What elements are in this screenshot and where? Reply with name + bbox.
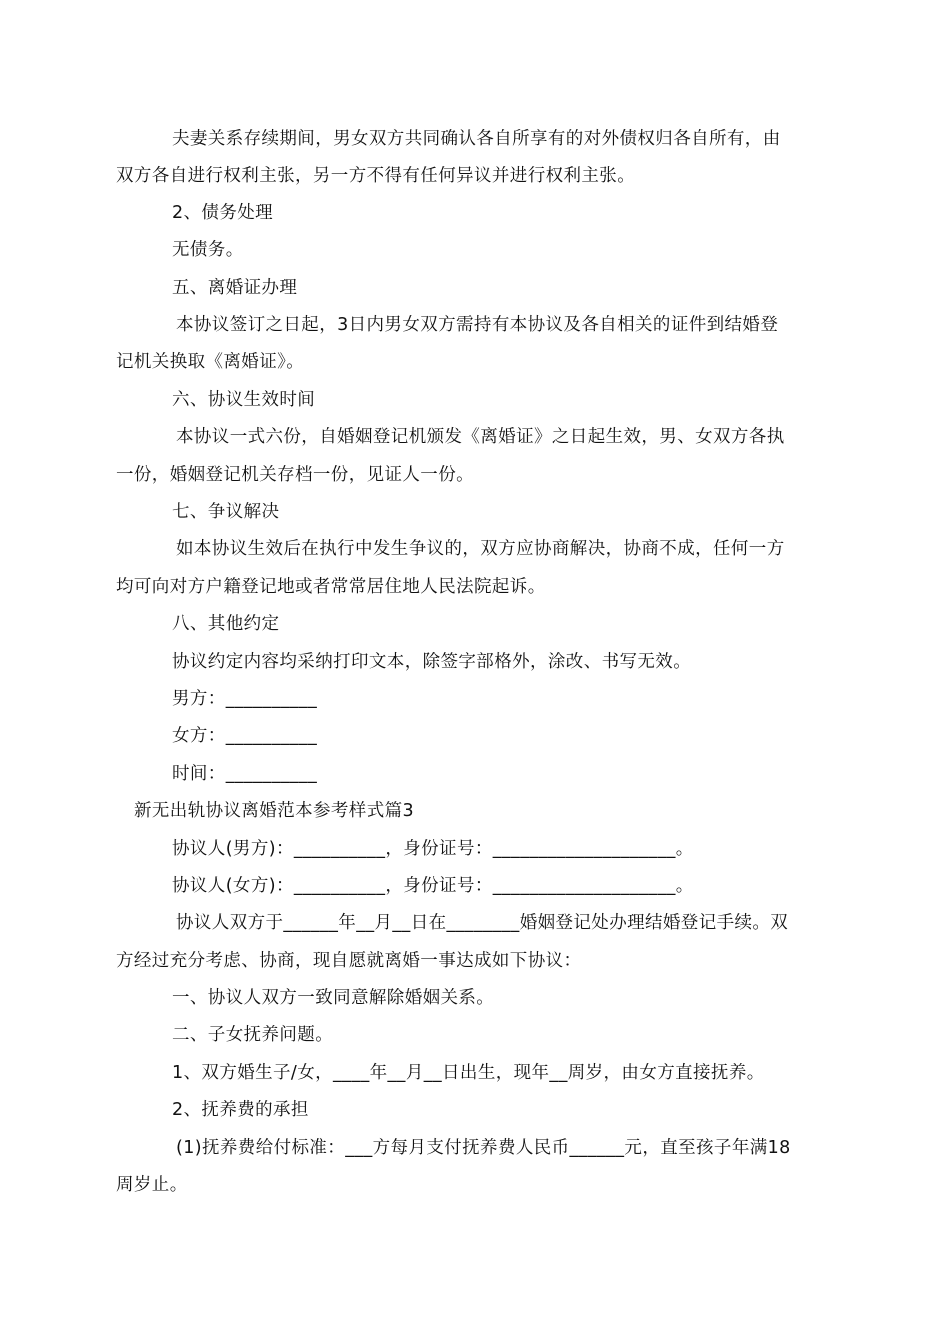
paragraph-line: 夫妻关系存续期间，男女双方共同确认各自所享有的对外债权归各自所有，由	[172, 129, 781, 149]
signature-field-male: 男方：__________	[172, 689, 318, 709]
paragraph-line: 周岁止。	[116, 1175, 188, 1195]
section-heading: 八、其他约定	[172, 614, 280, 634]
section-heading: 六、协议生效时间	[172, 390, 316, 410]
signature-field-female: 女方：__________	[172, 726, 318, 746]
document-title: 新无出轨协议离婚范本参考样式篇3	[134, 801, 415, 821]
paragraph-line: 本协议签订之日起，3日内男女双方需持有本协议及各自相关的证件到结婚登	[176, 315, 779, 335]
paragraph-line: 均可向对方户籍登记地或者常常居住地人民法院起诉。	[116, 577, 546, 597]
paragraph-line: 无债务。	[172, 240, 244, 260]
paragraph-line: 一份，婚姻登记机关存档一份，见证人一份。	[116, 465, 474, 485]
paragraph-line: (1)抚养费给付标准：___方每月支付抚养费人民币______元，直至孩子年满18	[176, 1138, 791, 1158]
section-subheading: 2、债务处理	[172, 203, 274, 223]
clause-line: 1、双方婚生子/女，____年__月__日出生，现年__周岁，由女方直接抚养。	[172, 1063, 765, 1083]
paragraph-line: 协议人双方于______年__月__日在________婚姻登记处办理结婚登记手续。双	[176, 913, 789, 933]
paragraph-line: 记机关换取《离婚证》。	[116, 352, 305, 372]
paragraph-line: 本协议一式六份，自婚姻登记机颁发《离婚证》之日起生效，男、女双方各执	[176, 427, 785, 447]
section-heading: 七、争议解决	[172, 502, 280, 522]
paragraph-line: 如本协议生效后在执行中发生争议的，双方应协商解决，协商不成，任何一方	[176, 539, 785, 559]
party-field-male: 协议人(男方)：__________，身份证号：____________________。	[172, 839, 694, 859]
party-field-female: 协议人(女方)：__________，身份证号：____________________。	[172, 876, 694, 896]
paragraph-line: 双方各自进行权利主张，另一方不得有任何异议并进行权利主张。	[116, 166, 636, 186]
clause-line: 一、协议人双方一致同意解除婚姻关系。	[172, 988, 495, 1008]
signature-field-date: 时间：__________	[172, 764, 318, 784]
paragraph-line: 方经过充分考虑、协商，现自愿就离婚一事达成如下协议：	[116, 951, 582, 971]
section-heading: 五、离婚证办理	[172, 278, 298, 298]
paragraph-line: 协议约定内容均采纳打印文本，除签字部格外，涂改、书写无效。	[172, 652, 692, 672]
clause-line: 二、子女抚养问题。	[172, 1025, 334, 1045]
section-subheading: 2、抚养费的承担	[172, 1100, 309, 1120]
